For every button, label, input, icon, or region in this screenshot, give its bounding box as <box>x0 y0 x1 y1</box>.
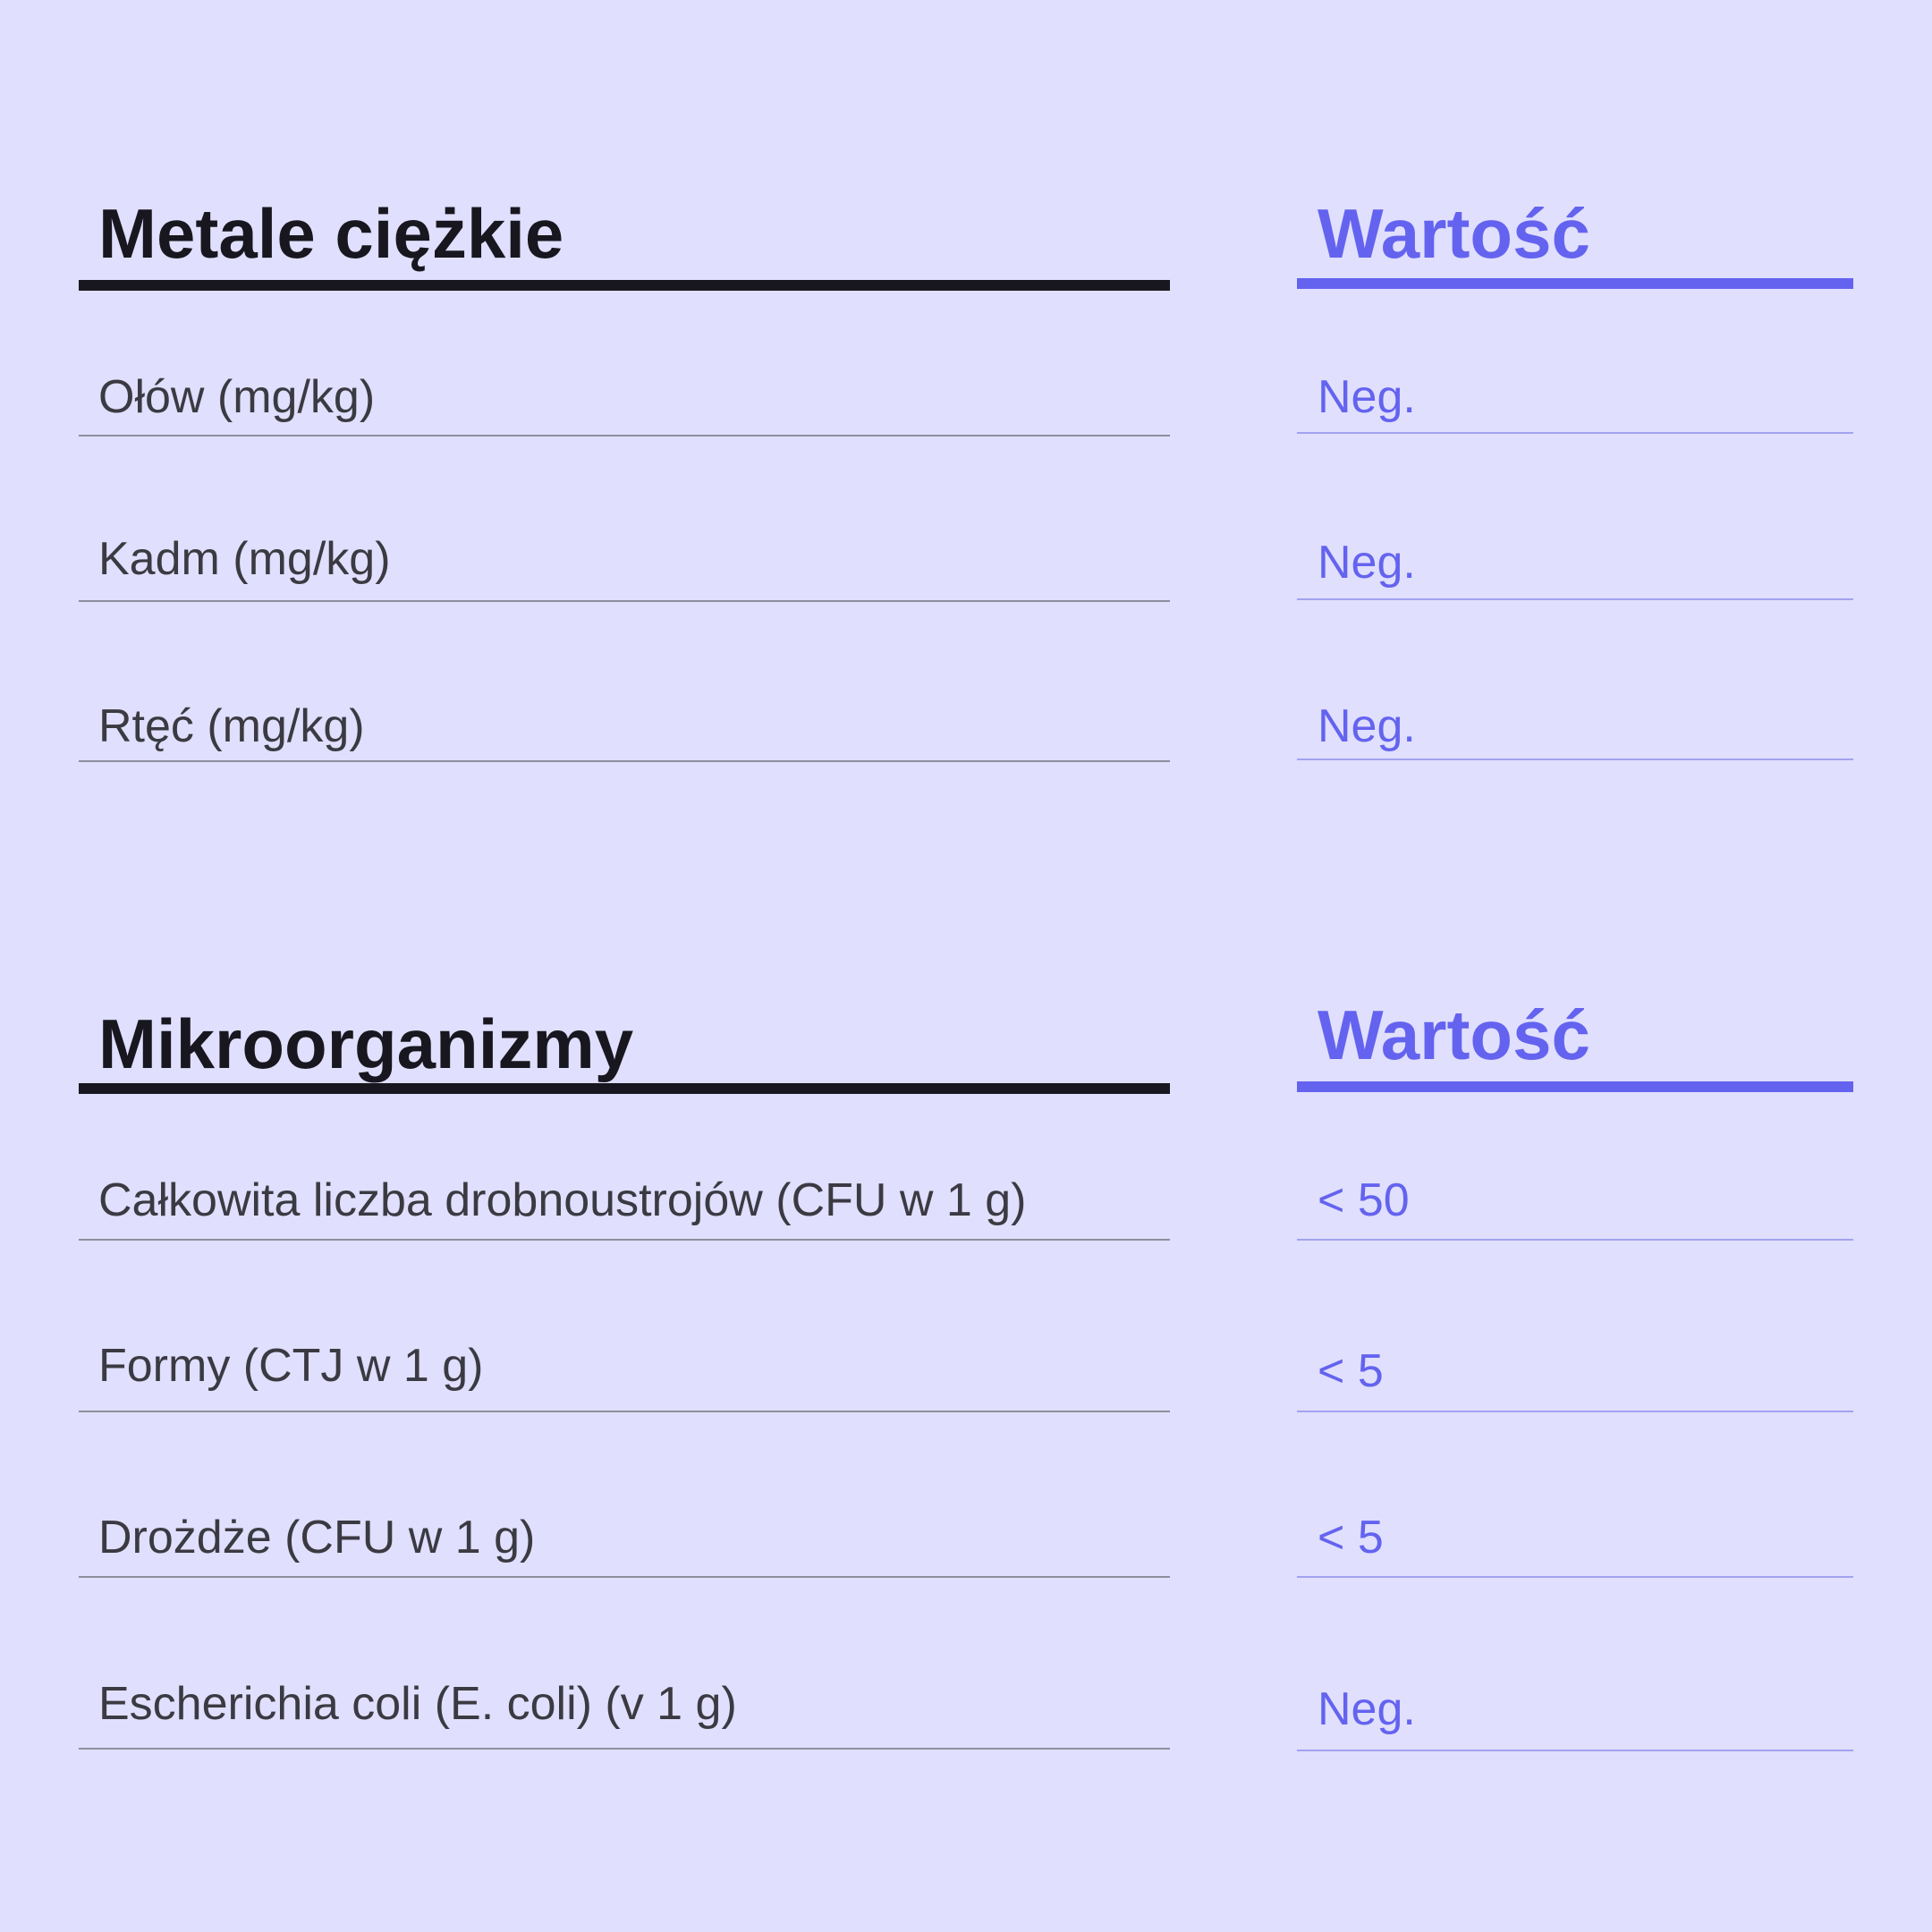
row-divider <box>1297 432 1853 434</box>
row-label: Escherichia coli (E. coli) (v 1 g) <box>98 1678 737 1730</box>
row-label: Formy (CTJ w 1 g) <box>98 1340 484 1392</box>
row-label: Całkowita liczba drobnoustrojów (CFU w 1 g) <box>98 1174 1027 1226</box>
row-label: Rtęć (mg/kg) <box>98 700 365 752</box>
value-rule-microorganisms <box>1297 1081 1853 1092</box>
value-rule-heavy-metals <box>1297 278 1853 289</box>
row-divider <box>1297 1576 1853 1578</box>
row-divider <box>1297 1411 1853 1412</box>
row-divider <box>1297 1750 1853 1751</box>
row-label: Drożdże (CFU w 1 g) <box>98 1512 536 1563</box>
section-rule-microorganisms <box>79 1083 1170 1094</box>
value-header-microorganisms: Wartość <box>1318 996 1590 1074</box>
row-value: Neg. <box>1318 700 1416 752</box>
row-divider <box>1297 758 1853 760</box>
row-divider <box>1297 1239 1853 1241</box>
row-divider <box>1297 598 1853 600</box>
section-title-heavy-metals: Metale ciężkie <box>98 194 564 273</box>
row-divider <box>79 600 1170 602</box>
row-divider <box>79 435 1170 436</box>
row-divider <box>79 760 1170 762</box>
row-value: < 5 <box>1318 1512 1384 1563</box>
row-value: Neg. <box>1318 537 1416 589</box>
row-label: Ołów (mg/kg) <box>98 371 376 423</box>
row-label: Kadm (mg/kg) <box>98 533 391 585</box>
row-value: Neg. <box>1318 1683 1416 1735</box>
row-divider <box>79 1576 1170 1578</box>
row-value: < 5 <box>1318 1345 1384 1397</box>
row-divider <box>79 1748 1170 1750</box>
section-title-microorganisms: Mikroorganizmy <box>98 1004 634 1083</box>
section-rule-heavy-metals <box>79 280 1170 291</box>
row-divider <box>79 1239 1170 1241</box>
row-divider <box>79 1411 1170 1412</box>
value-header-heavy-metals: Wartość <box>1318 194 1590 273</box>
row-value: < 50 <box>1318 1174 1410 1226</box>
row-value: Neg. <box>1318 371 1416 423</box>
